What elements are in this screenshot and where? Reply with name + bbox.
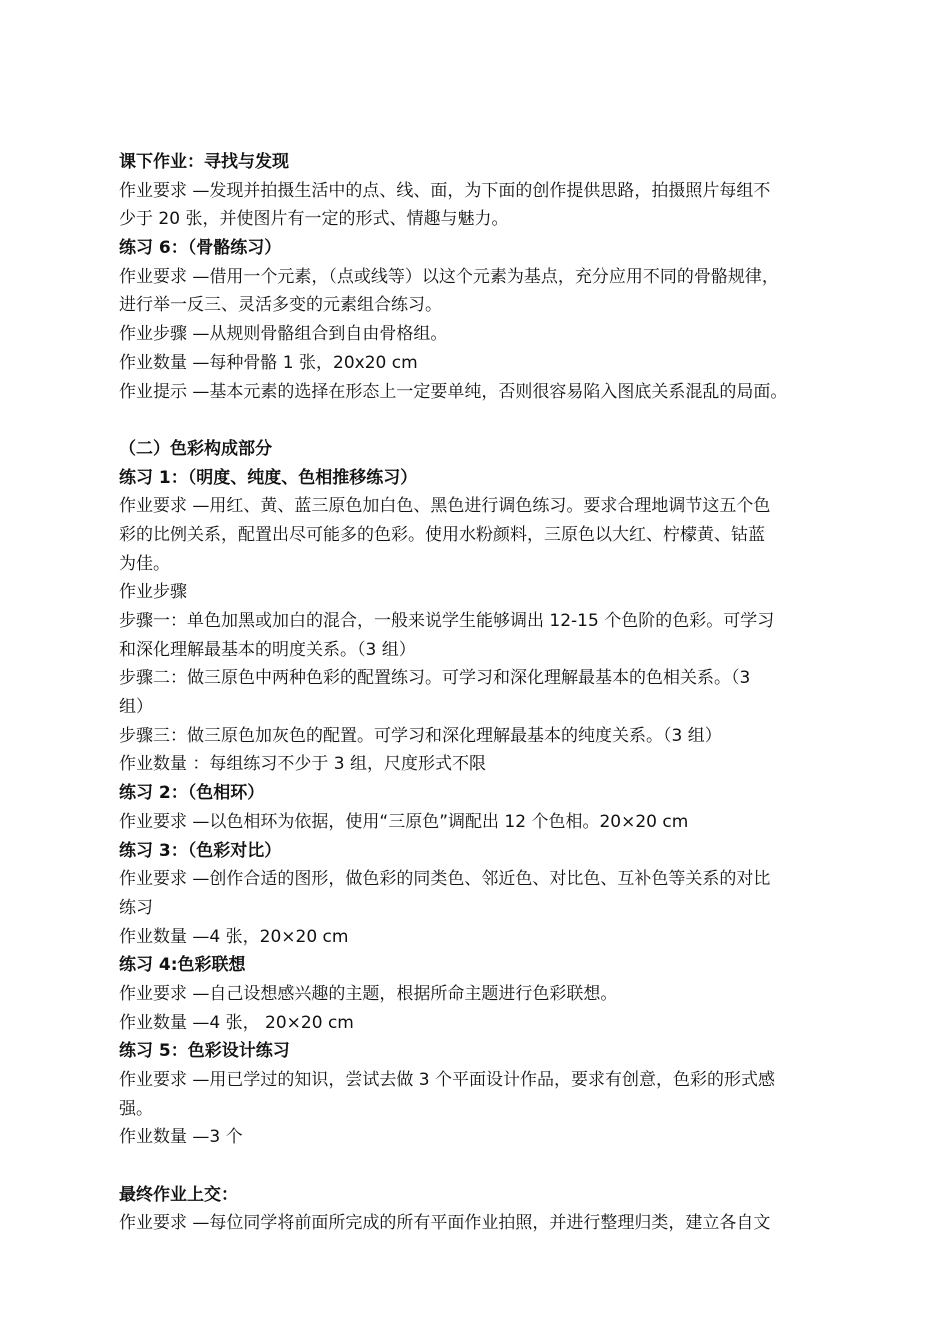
text-line: 作业数量 —4 张，20×20 cm: [119, 926, 349, 947]
text-line: 彩的比例关系，配置出尽可能多的色彩。使用水粉颜料，三原色以大红、柠檬黄、钴蓝: [119, 524, 765, 545]
text-line: 和深化理解最基本的明度关系。（3 组）: [119, 639, 416, 660]
text-line: 作业数量 —每种骨骼 1 张，20x20 cm: [119, 352, 418, 373]
section-heading-color: （二）色彩构成部分: [119, 438, 272, 459]
exercise-heading-1: 练习 1：（明度、纯度、色相推移练习）: [119, 467, 418, 488]
exercise-heading-5: 练习 5：色彩设计练习: [119, 1041, 290, 1062]
text-line: 步骤三：做三原色加灰色的配置。可学习和深化理解最基本的纯度关系。（3 组）: [119, 725, 722, 746]
text-line: 作业要求 —自己设想感兴趣的主题，根据所命主题进行色彩联想。: [119, 983, 618, 1004]
text-line: 作业要求 —用红、黄、蓝三原色加白色、黑色进行调色练习。要求合理地调节这五个色: [119, 496, 771, 517]
text-line: 作业提示 —基本元素的选择在形态上一定要单纯，否则很容易陷入图底关系混乱的局面。: [119, 381, 788, 402]
section-heading-homework: 课下作业：寻找与发现: [119, 152, 289, 172]
text-line: 作业要求 —以色相环为依据，使用“三原色”调配出 12 个色相。20×20 cm: [119, 811, 689, 832]
text-line: 作业步骤: [119, 582, 187, 603]
blank-line: [119, 1152, 879, 1181]
text-line: 作业数量 —4 张， 20×20 cm: [119, 1012, 354, 1033]
exercise-heading-4: 练习 4:色彩联想: [119, 955, 246, 976]
exercise-heading-3: 练习 3：（色彩对比）: [119, 840, 282, 861]
text-line: 作业要求 —用已学过的知识，尝试去做 3 个平面设计作品，要求有创意，色彩的形式感: [119, 1070, 776, 1090]
text-line: 步骤一：单色加黑或加白的混合，一般来说学生能够调出 12-15 个色阶的色彩。可学习: [119, 611, 775, 631]
text-line: 作业要求 —借用一个元素，（点或线等）以这个元素为基点，充分应用不同的骨骼规律，: [119, 266, 779, 287]
text-line: 作业要求 —每位同学将前面所完成的所有平面作业拍照，并进行整理归类，建立各自文: [119, 1213, 771, 1234]
blank-line: [119, 406, 879, 435]
document-page: [119, 148, 879, 1238]
text-line: 练习: [119, 897, 153, 918]
text-line: 作业步骤 —从规则骨骼组合到自由骨格组。: [119, 324, 448, 345]
text-line: 进行举一反三、灵活多变的元素组合练习。: [119, 295, 442, 316]
exercise-heading-6: 练习 6：（骨骼练习）: [119, 238, 282, 259]
text-line: 步骤二：做三原色中两种色彩的配置练习。可学习和深化理解最基本的色相关系。（3: [119, 668, 751, 689]
section-heading-final: 最终作业上交：: [119, 1184, 238, 1205]
text-line: 作业要求 —发现并拍摄生活中的点、线、面，为下面的创作提供思路，拍摄照片每组不: [119, 180, 771, 201]
exercise-heading-2: 练习 2：（色相环）: [119, 783, 265, 804]
text-line: 作业数量 ：每组练习不少于 3 组，尺度形式不限: [119, 754, 487, 775]
text-line: 强。: [119, 1098, 153, 1119]
text-line: 作业数量 —3 个: [119, 1127, 243, 1148]
text-line: 组）: [119, 697, 153, 718]
text-line: 为佳。: [119, 553, 170, 574]
text-line: 少于 20 张，并使图片有一定的形式、情趣与魅力。: [119, 209, 509, 230]
text-line: 作业要求 —创作合适的图形，做色彩的同类色、邻近色、对比色、互补色等关系的对比: [119, 869, 771, 890]
